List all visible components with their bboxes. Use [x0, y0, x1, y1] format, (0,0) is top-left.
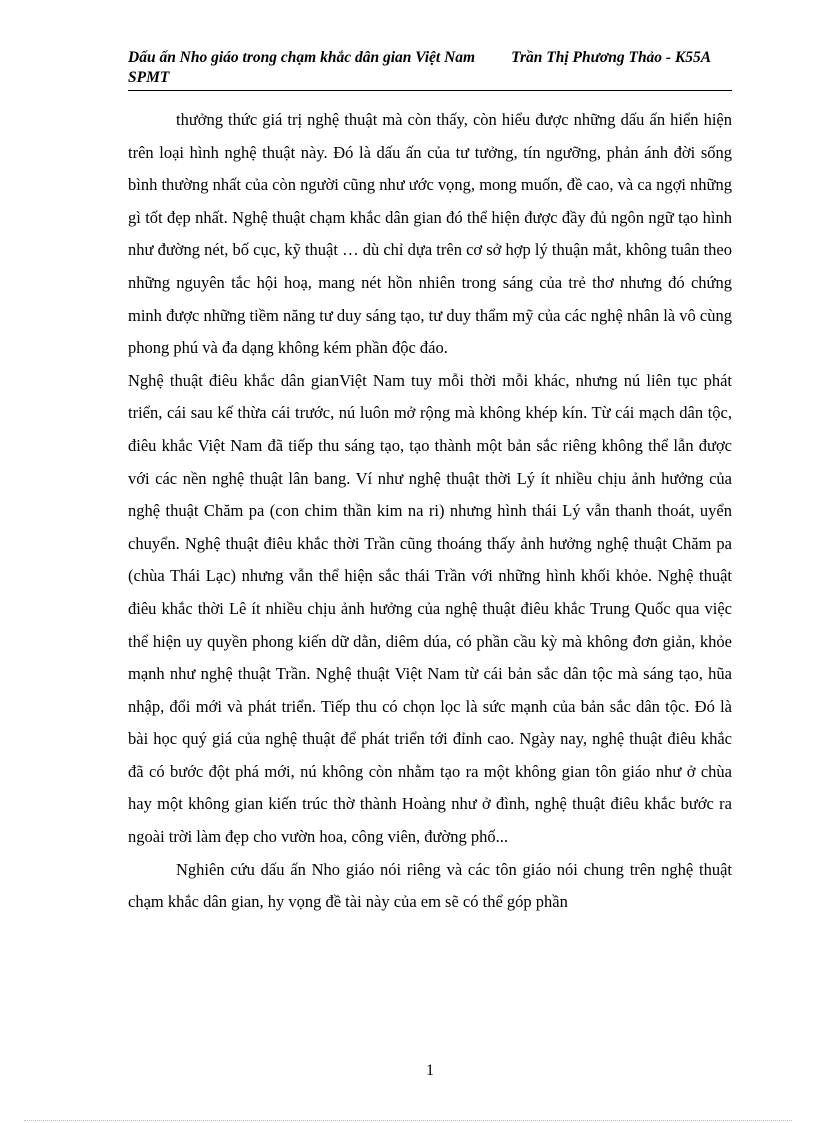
paragraph: thưởng thức giá trị nghệ thuật mà còn thấy, còn hiểu được những dấu ấn hiển hiện trên loại hình nghệ thuật này. Đó là dấu ấn của tư tưởng, tín ngưỡng, phản ánh đời sống bình thường nhất của còn người cũng như ước vọng, mong muốn, đề cao, và ca ngợi những gì tốt đẹp nhất. Nghệ thuật chạm khắc dân gian đó thể hiện được đầy đủ ngôn ngữ tạo hình như đường nét, bố cục, kỹ thuật … dù chỉ dựa trên cơ sở hợp lý thuận mắt, không tuân theo những nguyên tắc hội hoạ, mang nét hồn nhiên trong sáng của trẻ thơ nhưng đó chứng minh được những tiềm năng tư duy sáng tạo, tư duy thẩm mỹ của các nghệ nhân là vô cùng phong phú và đa dạng không kém phần độc đáo. [128, 110, 732, 358]
paragraph: Nghiên cứu dấu ấn Nho giáo nói riêng và các tôn giáo nói chung trên nghệ thuật chạm khắc dân gian, hy vọng đề tài này của em sẽ có thể góp phần [128, 859, 732, 912]
header-title: Dấu ấn Nho giáo trong chạm khắc dân gian Việt Nam [128, 49, 476, 66]
running-header [128, 48, 732, 88]
header-author: Trần Thị Phương Thảo - K55A SPMT [128, 49, 711, 86]
page-number: 1 [426, 1062, 434, 1079]
page-bottom-divider [24, 1120, 792, 1121]
body-text [128, 104, 732, 919]
paragraph: Nghệ thuật điêu khắc dân gianViệt Nam tuy mỗi thời mỗi khác, nhưng nú liên tục phát triển, cái sau kế thừa cái trước, nú luôn mở rộng mà không khép kín. Từ cái mạch dân tộc, điêu khắc Việt Nam đã tiếp thu sáng tạo, tạo thành một bản sắc riêng không thể lẫn được với các nền nghệ thuật lân bang. Ví như nghệ thuật thời Lý ít nhiều chịu ảnh hưởng của nghệ thuật Chăm pa (con chim thần kim na ri) nhưng hình thái Lý vẫn thanh thoát, uyển chuyển. Nghệ thuật điêu khắc thời Trần cũng thoáng thấy ảnh hưởng nghệ thuật Chăm pa (chùa Thái Lạc) nhưng vẫn thể hiện sắc thái Trần với những hình khối khỏe. Nghệ thuật điêu khắc thời Lê ít nhiều chịu ảnh hưởng của nghệ thuật điêu khắc Trung Quốc qua việc thể hiện uy quyền phong kiến dữ dằn, diêm dúa, có phần cầu kỳ mà không đơn giản, khỏe mạnh như nghệ thuật Trần. Nghệ thuật Việt Nam từ cái bản sắc dân tộc mà sáng tạo, hũa nhập, đổi mới và phát triển. Tiếp thu có chọn lọc là sức mạnh của bản sắc dân tộc. Đó là bài học quý giá của nghệ thuật để phát triển tới đỉnh cao. Ngày nay, nghệ thuật điêu khắc đã có bước đột phá mới, nú không còn nhằm tạo ra một không gian tôn giáo như ở chùa hay một không gian kiến trúc thờ thành Hoàng như ở đình, nghệ thuật điêu khắc bước ra ngoài trời làm đẹp cho vườn hoa, công viên, đường phố... [128, 370, 732, 847]
header-rule [128, 90, 732, 91]
